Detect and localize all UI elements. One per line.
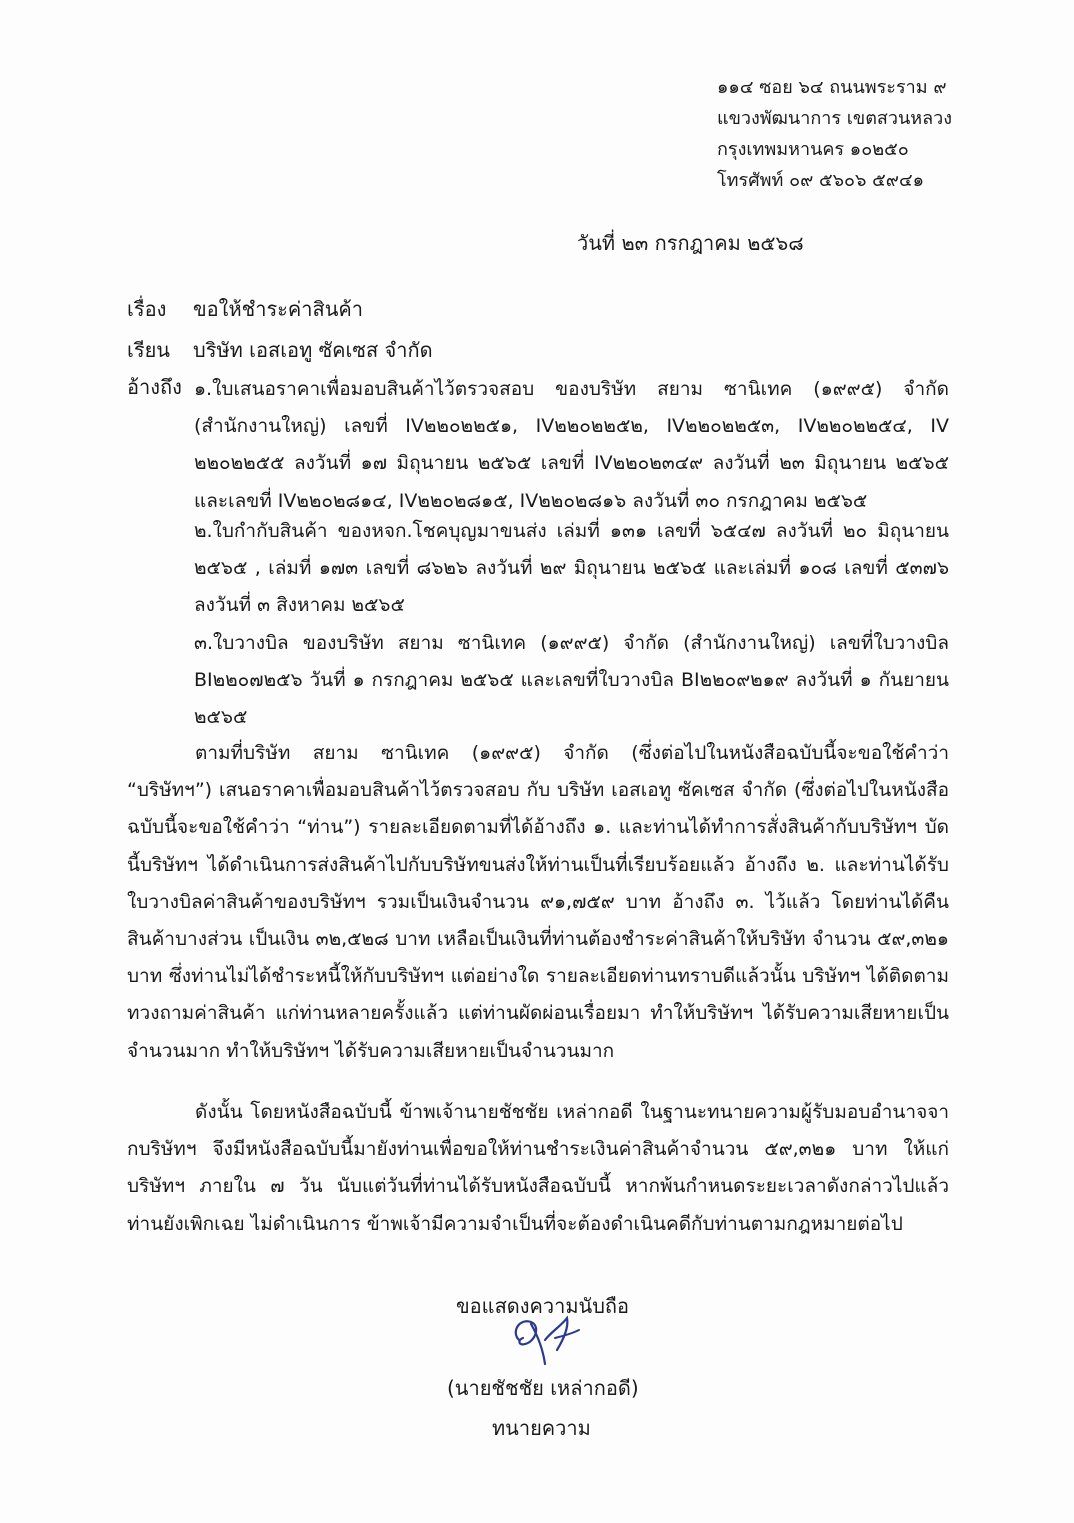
address-line: กรุงเทพมหานคร ๑๐๒๕๐ (717, 139, 909, 160)
subject-text: ขอให้ชำระค่าสินค้า (193, 297, 364, 321)
signer-title: ทนายความ (492, 1416, 591, 1440)
address-line: โทรศัพท์ ๐๙ ๕๖๐๖ ๕๙๔๑ (717, 170, 925, 191)
reference-item-2: ๒.ใบกำกับสินค้า ของหจก.โชคบุญมาขนส่ง เล่มที่ ๑๓๑ เลขที่ ๖๕๔๗ ลงวันที่ ๒๐ มิถุนายน ๒๕๖๕ , เล่มที่ ๑๗๓ เลขที่ ๘๖๒๖ ลงวันที่ ๒๙ มิถุนายน ๒๕๖๕ และเล่มที่ ๑๐๘ เลขที่ ๕๓๗๖ ลงวันที่ ๓ สิงหาคม ๒๕๖๕ (194, 520, 949, 617)
recipient-label: เรียน (127, 338, 170, 362)
handwritten-signature (505, 1310, 585, 1370)
reference-item-3: ๓.ใบวางบิล ของบริษัท สยาม ซานิเทค (๑๙๙๕) จำกัด (สำนักงานใหญ่) เลขที่ใบวางบิล BI๒๒๐๗๒๕๖ วันที่ ๑ กรกฎาคม ๒๕๖๕ และเลขที่ใบวางบิล BI๒๒๐๙๒๑๙ ลงวันที่ ๑ กันยายน ๒๕๖๕ (194, 632, 949, 729)
signer-name: (นายชัชชัย เหล่ากอดี) (447, 1376, 639, 1400)
sender-address (717, 72, 1047, 196)
letter-date: วันที่ ๒๓ กรกฎาคม ๒๕๖๘ (577, 231, 804, 255)
address-line: ๑๑๔ ซอย ๖๔ ถนนพระราม ๙ (717, 77, 947, 98)
body-paragraph-2: ดังนั้น โดยหนังสือฉบับนี้ ข้าพเจ้านายชัชชัย เหล่ากอดี ในฐานะทนายความผู้รับมอบอำนาจจากบริษัทฯ จึงมีหนังสือฉบับนี้มายังท่านเพื่อขอให้ท่านชำระเงินค่าสินค้าจำนวน ๕๙,๓๒๑ บาท ให้แก่บริษัทฯ ภายใน ๗ วัน นับแต่วันที่ท่านได้รับหนังสือฉบับนี้ หากพ้นกำหนดระยะเวลาดังกล่าวไปแล้ว ท่านยังเพิกเฉย ไม่ดำเนินการ ข้าพเจ้ามีความจำเป็นที่จะต้องดำเนินคดีกับท่านตามกฎหมายต่อไป (127, 1101, 949, 1235)
recipient-line (127, 334, 433, 366)
reference-label: อ้างถึง (127, 375, 182, 399)
recipient-text: บริษัท เอสเอทู ซัคเซส จำกัด (193, 338, 433, 362)
reference-item-1: ๑.ใบเสนอราคาเพื่อมอบสินค้าไว้ตรวจสอบ ของบริษัท สยาม ซานิเทค (๑๙๙๕) จำกัด (สำนักงานใหญ่) เลขที่ IV๒๒๐๒๒๕๑, IV๒๒๐๒๒๕๒, IV๒๒๐๒๒๕๓, IV๒๒๐๒๒๕๔, IV ๒๒๐๒๒๕๕ ลงวันที่ ๑๗ มิถุนายน ๒๕๖๕ เลขที่ IV๒๒๐๒๓๔๙ ลงวันที่ ๒๓ มิถุนายน ๒๕๖๕ และเลขที่ IV๒๒๐๒๘๑๔, IV๒๒๐๒๘๑๕, IV๒๒๐๒๘๑๖ ลงวันที่ ๓๐ กรกฎาคม ๒๕๖๕ (194, 378, 949, 512)
body-paragraph-1: ตามที่บริษัท สยาม ซานิเทค (๑๙๙๕) จำกัด (ซึ่งต่อไปในหนังสือฉบับนี้จะขอใช้คำว่า “บริษัทฯ”) เสนอราคาเพื่อมอบสินค้าไว้ตรวจสอบ กับ บริษัท เอสเอทู ซัคเซส จำกัด (ซึ่งต่อไปในหนังสือฉบับนี้จะขอใช้คำว่า “ท่าน”) รายละเอียดตามที่ได้อ้างถึง ๑. และท่านได้ทำการสั่งสินค้ากับบริษัทฯ บัดนี้บริษัทฯ ได้ดำเนินการส่งสินค้าไปกับบริษัทขนส่งให้ท่านเป็นที่เรียบร้อยแล้ว อ้างถึง ๒. และท่านได้รับใบวางบิลค่าสินค้าของบริษัทฯ รวมเป็นเงินจำนวน ๙๑,๗๕๙ บาท อ้างถึง ๓. ไว้แล้ว โดยท่านได้คืนสินค้าบางส่วน เป็นเงิน ๓๒,๕๒๘ บาท เหลือเป็นเงินที่ท่านต้องชำระค่าสินค้าให้บริษัท จำนวน ๕๙,๓๒๑ บาท ซึ่งท่านไม่ได้ชำระหนี้ให้กับบริษัทฯ แต่อย่างใด รายละเอียดท่านทราบดีแล้วนั้น บริษัทฯ ได้ติดตามทวงถามค่าสินค้า แก่ท่านหลายครั้งแล้ว แต่ท่านผัดผ่อนเรื่อยมา ทำให้บริษัทฯ ได้รับความเสียหายเป็นจำนวนมาก ทำให้บริษัทฯ ได้รับความเสียหายเป็นจำนวนมาก (127, 742, 949, 1062)
closing-salutation: ขอแสดงความนับถือ (456, 1294, 630, 1318)
subject-label: เรื่อง (127, 297, 167, 321)
address-line: แขวงพัฒนาการ เขตสวนหลวง (717, 108, 953, 129)
subject-line (127, 293, 363, 325)
